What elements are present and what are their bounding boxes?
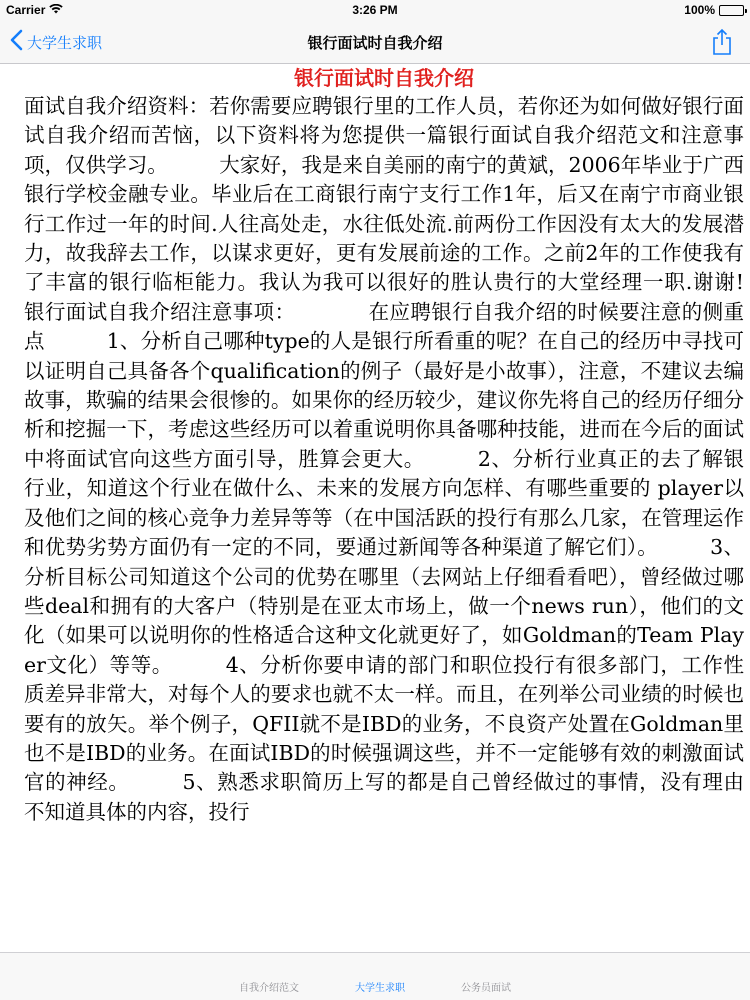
share-button[interactable] xyxy=(710,28,734,56)
tab-civil-servant-interview[interactable]: 公务员面试 xyxy=(461,983,511,994)
article-title: 银行面试时自我介绍 xyxy=(294,66,474,90)
share-icon xyxy=(710,41,734,60)
article-body: 面试自我介绍资料：若你需要应聘银行里的工作人员，若你还为如何做好银行面试自我介绍而苦恼，以下资料将为您提供一篇银行面试自我介绍范文和注意事项，仅供学习。 大家好，我是来自美丽的南宁的黄斌，2006年毕业于广西银行学校金融专业。毕业后在工商银行南宁支行工作1年，后又在南宁市商业银行工作过一年的时间.人往高处走，水往低处流.前两份工作因没有太大的发展潜力，故我辞去工作，以谋求更好，更有发展前途的工作。之前2年的工作使我有了丰富的银行临柜能力。我认为我可以很好的胜认贵行的大堂经理一职.谢谢! 银行面试自我介绍注意事项： 在应聘银行自我介绍的时候要注意的侧重点 1、分析自己哪种type的人是银行所看重的呢？在自己的经历中寻找可以证明自己具备各个qualification的例子（最好是小故事），注意，不建议去编故事，欺骗的结果会很惨的。如果你的经历较少，建议你先将自己的经历仔细分析和挖掘一下，考虑这些经历可以着重说明你具备哪种技能，进而在今后的面试中将面试官向这些方面引导，胜算会更大。 2、分析行业真正的去了解银行业，知道这个行业在做什么、未来的发展方向怎样、有哪些重要的 player以及他们之间的核心竞争力差异等等（在中国活跃的投行有那么几家，在管理运作和优势劣势方面仍有一定的不同，要通过新闻等各种渠道了解它们）。 3、分析目标公司知道这个公司的优势在哪里（去网站上仔细看看吧），曾经做过哪些deal和拥有的大客户（特别是在亚太市场上，做一个news run），他们的文化（如果可以说明你的性格适合这种文化就更好了，如Goldman的Team Player文化）等等。 4、分析你要申请的部门和职位投行有很多部门，工作性质差异非常大，对每个人的要求也就不太一样。而且，在列举公司业绩的时候也要有的放矢。举个例子，QFII就不是IBD的业务，不良资产处置在Goldman里也不是IBD的业务。在面试IBD的时候强调这些，并不一定能够有效的刺激面试官的神经。 5、熟悉求职简历上写的都是自己曾经做过的事情，没有理由不知道具体的内容，投行 xyxy=(24,94,744,824)
status-bar xyxy=(0,0,750,20)
tab-bar xyxy=(0,952,750,1000)
battery-icon xyxy=(719,5,744,16)
tab-college-job-hunting[interactable]: 大学生求职 xyxy=(355,983,405,994)
nav-title: 银行面试时自我介绍 xyxy=(307,34,443,52)
tab-self-intro-samples[interactable]: 自我介绍范文 xyxy=(239,983,299,994)
carrier-label: Carrier xyxy=(6,3,46,17)
status-right xyxy=(684,3,744,17)
navigation-bar xyxy=(0,20,750,64)
status-time: 3:26 PM xyxy=(352,3,398,17)
article-content[interactable] xyxy=(24,64,744,952)
battery-percent: 100% xyxy=(684,3,715,17)
back-button-label: 大学生求职 xyxy=(27,33,103,52)
